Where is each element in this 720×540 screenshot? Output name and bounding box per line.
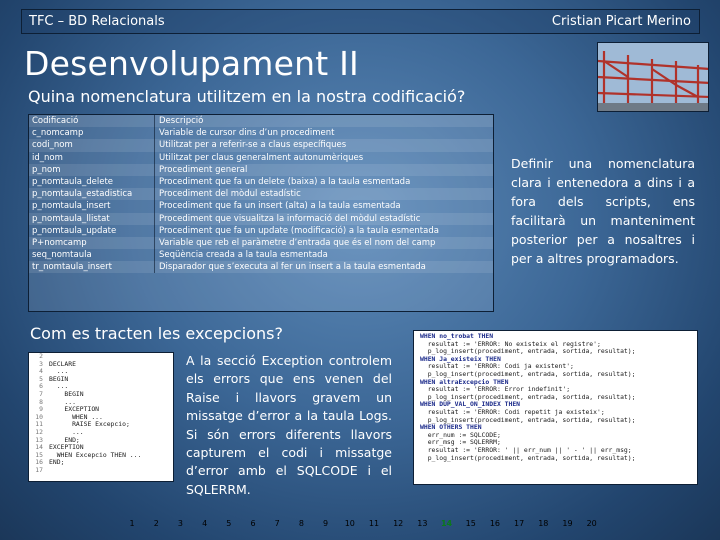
slide-title: Desenvolupament II	[24, 44, 359, 83]
table-cell-code: p_nomtaula_insert	[29, 200, 155, 212]
code-text: END;	[49, 435, 80, 444]
table-row	[29, 164, 493, 176]
table-row	[29, 139, 493, 151]
code-text: EXCEPTION	[49, 443, 84, 452]
code-text: DECLARE	[49, 359, 76, 368]
code-line: WHEN altraExcepcio THEN	[420, 377, 509, 386]
line-number: 10	[35, 412, 43, 421]
code-text: WHEN ...	[49, 412, 103, 421]
table-row	[29, 188, 493, 200]
table-cell-code: c_nomcamp	[29, 127, 155, 139]
table-row	[29, 176, 493, 188]
line-number: 13	[35, 435, 43, 444]
table-row	[29, 249, 493, 261]
nomenclature-question: Quina nomenclatura utilitzem en la nostra codificació?	[28, 87, 466, 106]
line-number: 2	[39, 352, 43, 360]
table-cell-description: Procediment que fa un delete (baixa) a la taula esmentada	[159, 176, 411, 187]
code-line: p_log_insert(procediment, entrada, sortida, resultat);	[420, 453, 636, 462]
code-text: BEGIN	[49, 389, 84, 398]
header-description: Descripció	[159, 116, 204, 126]
code-line: resultat := 'ERROR: Codi repetit ja existeix';	[420, 407, 605, 416]
page-number-7[interactable]: 7	[274, 519, 280, 528]
code-line: p_log_insert(procediment, entrada, sortida, resultat);	[420, 347, 636, 356]
code-line	[29, 467, 173, 475]
code-text: END;	[49, 458, 65, 467]
code-line: resultat := 'ERROR: Codi ja existent';	[420, 362, 574, 371]
author-name: Cristian Picart Merino	[551, 14, 691, 29]
code-text: BEGIN	[49, 374, 69, 383]
code-text: ...	[49, 397, 76, 406]
table-cell-code: p_nomtaula_estadistica	[29, 188, 155, 200]
table-cell-code: p_nomtaula_update	[29, 225, 155, 237]
table-header	[29, 115, 493, 127]
table-cell-description: Procediment que fa un insert (alta) a la taula esmentada	[159, 201, 401, 212]
header-bar	[21, 9, 700, 34]
page-number-12[interactable]: 12	[393, 519, 404, 528]
table-cell-code: p_nomtaula_llistat	[29, 213, 155, 225]
table-cell-description: Procediment del mòdul estadístic	[159, 189, 301, 200]
table-cell-description: Utilitzat per claus generalment autonumèriques	[159, 152, 364, 163]
line-number: 17	[35, 465, 43, 474]
table-cell-description: Variable de cursor dins d’un procediment	[159, 128, 335, 139]
line-number: 12	[35, 427, 43, 436]
code-text: ...	[49, 427, 84, 436]
code-line: resultat := 'ERROR: Error indefinit';	[420, 385, 571, 394]
table-cell-description: Variable que reb el paràmetre d’entrada que és el nom del camp	[159, 237, 436, 248]
code-line: resultat := 'ERROR: No existeix el registre';	[420, 339, 601, 348]
page-number-15[interactable]: 15	[465, 519, 476, 528]
code-line: WHEN Ja_existeix THEN	[420, 354, 501, 363]
table-row	[29, 152, 493, 164]
table-cell-code: p_nom	[29, 164, 155, 176]
table-cell-description: Procediment que fa un update (modificació) a la taula esmentada	[159, 225, 439, 236]
code-line: p_log_insert(procediment, entrada, sortida, resultat);	[420, 415, 636, 424]
line-number: 9	[39, 405, 43, 414]
page-number-6[interactable]: 6	[250, 519, 256, 528]
table-cell-code: P+nomcamp	[29, 237, 155, 249]
page-number-3[interactable]: 3	[177, 519, 184, 528]
code-line	[29, 459, 173, 467]
exception-explanation: A la secció Exception controlem els errors que ens venen del Raise i llavors gravem un missatge d’error a la taula Logs. Si són errors diferents llavors capturem el codi i missatge d’error amb el SQLCODE i el SQLERRM.	[186, 353, 392, 497]
steel-frame-image	[598, 43, 709, 112]
table-row	[29, 200, 493, 212]
table-cell-description: Utilitzat per a referir-se a claus específiques	[159, 140, 347, 151]
line-number: 3	[39, 359, 43, 368]
line-number: 6	[39, 382, 43, 391]
page-number-18[interactable]: 18	[538, 519, 549, 528]
table-row	[29, 213, 493, 225]
table-cell-code: tr_nomtaula_insert	[29, 261, 155, 273]
table-cell-code: p_nomtaula_delete	[29, 176, 155, 188]
page-number-5[interactable]: 5	[226, 519, 232, 528]
code-line: err_num := SQLCODE;	[420, 430, 501, 439]
table-row	[29, 225, 493, 237]
line-number: 7	[39, 389, 43, 398]
page-number-10[interactable]: 10	[344, 519, 355, 528]
page-number-4[interactable]: 4	[202, 519, 208, 528]
table-cell-code: codi_nom	[29, 139, 155, 151]
line-number: 8	[39, 397, 43, 406]
table-row	[29, 127, 493, 139]
code-line: WHEN no_trobat THEN	[420, 332, 494, 340]
code-text: RAISE Excepcio;	[49, 420, 130, 429]
code-text: EXCEPTION	[49, 405, 100, 414]
table-cell-description: Procediment que visualitza la informació del mòdul estadístic	[159, 213, 421, 224]
line-number: 14	[35, 443, 43, 452]
header-code: Codificació	[29, 115, 155, 127]
code-text: ...	[49, 367, 69, 376]
page-number-16[interactable]: 16	[489, 519, 500, 528]
table-cell-code: id_nom	[29, 152, 155, 164]
table-cell-code: seq_nomtaula	[29, 249, 155, 261]
code-text: ...	[49, 382, 69, 391]
page-number-9[interactable]: 9	[323, 519, 329, 528]
table-row	[29, 237, 493, 249]
line-number: 11	[35, 420, 43, 429]
code-line: err_msg := SQLERRM;	[420, 438, 501, 447]
page-number-8[interactable]: 8	[298, 519, 304, 528]
code-text: WHEN Excepcio THEN ...	[49, 450, 142, 459]
table-cell-description: Procediment general	[159, 164, 248, 175]
page-number-11[interactable]: 11	[368, 519, 380, 528]
code-snippet-exceptions	[413, 330, 698, 485]
page-number-14[interactable]: 14	[440, 519, 453, 528]
code-line: WHEN OTHERS THEN	[420, 423, 482, 432]
nomenclature-table	[28, 114, 494, 312]
code-line: p_log_insert(procediment, entrada, sortida, resultat);	[420, 392, 636, 401]
table-cell-description: Disparador que s’executa al fer un insert a la taula esmentada	[159, 262, 426, 273]
page-number-2[interactable]: 2	[153, 519, 159, 528]
page-number-13[interactable]: 13	[417, 519, 428, 528]
code-line: resultat := 'ERROR: ' || err_num || ' - ' || err_msg;	[420, 445, 632, 454]
page-number-19[interactable]: 19	[562, 519, 573, 528]
line-number: 15	[35, 450, 43, 459]
nomenclature-note: Definir una nomenclatura clara i entenedora a dins i a fora dels scripts, ens facilitarà un manteniment posterior per a nosaltres i per a altres programadors.	[511, 156, 695, 266]
page-number-20[interactable]: 20	[586, 519, 597, 528]
page-number-1[interactable]: 1	[129, 519, 135, 528]
exceptions-question: Com es tracten les excepcions?	[30, 324, 283, 343]
slide-pager	[120, 515, 604, 532]
page-number-17[interactable]: 17	[514, 519, 525, 528]
line-number: 5	[39, 374, 43, 383]
line-number: 16	[35, 458, 43, 467]
code-line: p_log_insert(procediment, entrada, sortida, resultat);	[420, 369, 636, 378]
construction-photo	[597, 42, 709, 112]
table-cell-description: Seqüència creada a la taula esmentada	[159, 250, 328, 261]
table-row	[29, 261, 493, 273]
code-line: WHEN DUP_VAL_ON_INDEX THEN	[420, 400, 521, 409]
course-title: TFC – BD Relacionals	[29, 14, 165, 29]
line-number: 4	[39, 367, 43, 376]
code-snippet-raise	[28, 352, 174, 482]
